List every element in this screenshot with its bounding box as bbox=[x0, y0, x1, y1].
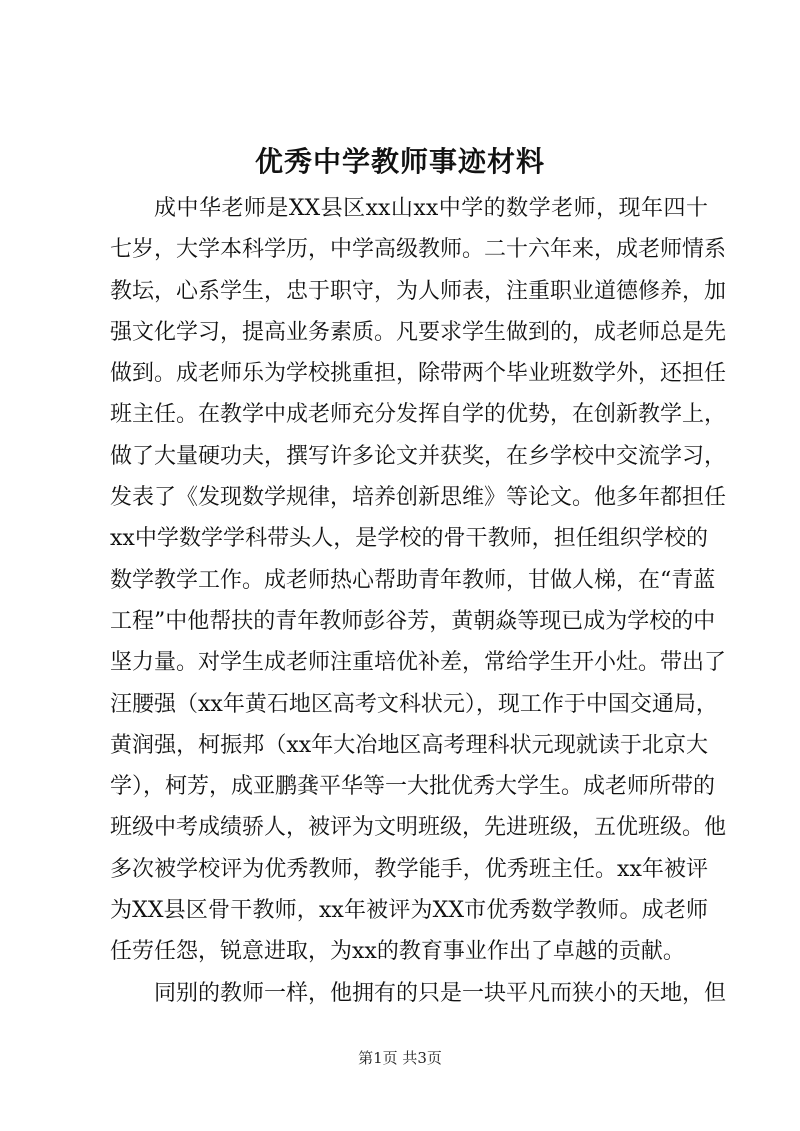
paragraph-line: 班主任。在教学中成老师充分发挥自学的优势，在创新教学上， bbox=[110, 402, 727, 428]
paragraph-line: 教坛，心系学生，忠于职守，为人师表，注重职业道德修养，加 bbox=[110, 278, 727, 304]
paragraph-line: 任劳任怨，锐意进取，为xx的教育事业作出了卓越的贡献。 bbox=[110, 939, 685, 965]
paragraph-line: 黄润强，柯振邦（xx年大冶地区高考理科状元现就读于北京大 bbox=[110, 732, 708, 758]
paragraph-1 bbox=[110, 188, 727, 973]
paragraph-line: 坚力量。对学生成老师注重培优补差，常给学生开小灶。带出了 bbox=[110, 650, 727, 676]
paragraph-line: 工程”中他帮扶的青年教师彭谷芳，黄朝焱等现已成为学校的中 bbox=[110, 608, 716, 634]
document-title: 优秀中学教师事迹材料 bbox=[254, 145, 545, 178]
page-number-footer: 第1页 共3页 bbox=[358, 1049, 442, 1067]
paragraph-line: 强文化学习，提高业务素质。凡要求学生做到的，成老师总是先 bbox=[110, 319, 727, 345]
paragraph-line: 学），柯芳，成亚鹏龚平华等一大批优秀大学生。成老师所带的 bbox=[110, 774, 716, 800]
paragraph-line: 数学教学工作。成老师热心帮助青年教师，甘做人梯，在“青蓝 bbox=[110, 567, 716, 593]
document-body bbox=[110, 188, 727, 1014]
paragraph-line: 发表了《发现数学规律，培养创新思维》等论文。他多年都担任 bbox=[110, 485, 727, 511]
paragraph-line: xx中学数学学科带头人，是学校的骨干教师，担任组织学校的 bbox=[110, 526, 708, 552]
paragraph-line: 七岁，大学本科学历，中学高级教师。二十六年来，成老师情系 bbox=[110, 237, 727, 263]
paragraph-line: 班级中考成绩骄人，被评为文明班级，先进班级，五优班级。他 bbox=[110, 815, 727, 841]
paragraph-line: 为XX县区骨干教师，xx年被评为XX市优秀数学教师。成老师 bbox=[110, 898, 708, 924]
paragraph-line: 做到。成老师乐为学校挑重担，除带两个毕业班数学外，还担任 bbox=[110, 361, 727, 387]
paragraph-line: 成中华老师是XX县区xx山xx中学的数学老师，现年四十 bbox=[154, 196, 708, 221]
paragraph-line: 汪腰强（xx年黄石地区高考文科状元），现工作于中国交通局， bbox=[110, 691, 718, 717]
paragraph-line: 做了大量硬功夫，撰写许多论文并获奖，在乡学校中交流学习， bbox=[110, 443, 727, 469]
paragraph-2 bbox=[110, 973, 727, 1014]
paragraph-line: 多次被学校评为优秀教师，教学能手，优秀班主任。xx年被评 bbox=[110, 856, 708, 882]
paragraph-line: 同别的教师一样，他拥有的只是一块平凡而狭小的天地，但 bbox=[154, 980, 727, 1006]
